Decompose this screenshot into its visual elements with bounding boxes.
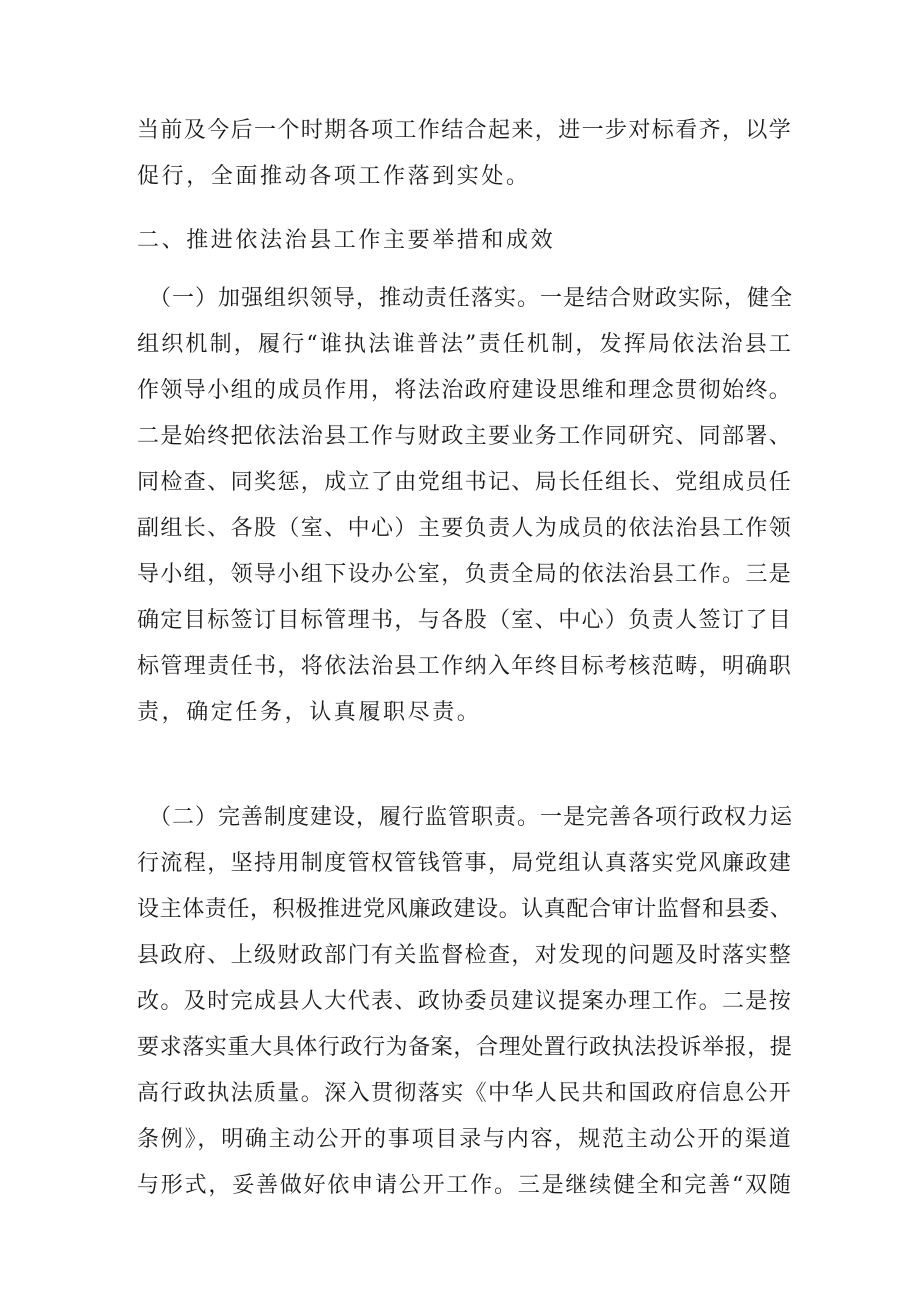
- text-line: 导小组，领导小组下设办公室，负责全局的依法治县工作。三是: [137, 562, 793, 587]
- text-line: 行流程，坚持用制度管权管钱管事，局党组认真落实党风廉政建: [137, 851, 793, 876]
- heading-text: 二、推进依法治县工作主要举措和成效: [137, 228, 556, 253]
- text-line: （一）加强组织领导，推动责任落实。一是结合财政实际，健全: [149, 286, 794, 311]
- text-line: 同检查、同奖惩，成立了由党组书记、局长任组长、党组成员任: [137, 470, 793, 495]
- paragraph-intro: [137, 108, 797, 200]
- text-line: 当前及今后一个时期各项工作结合起来，进一步对标看齐，以学: [137, 118, 793, 143]
- paragraph-system: [137, 795, 797, 1209]
- text-line: 高行政执法质量。深入贯彻落实《中华人民共和国政府信息公开: [137, 1081, 793, 1106]
- text-line: 标管理责任书，将依法治县工作纳入年终目标考核范畴，明确职: [137, 654, 793, 679]
- text-line: 二是始终把依法治县工作与财政主要业务工作同研究、同部署、: [137, 424, 793, 449]
- text-line: 与形式，妥善做好依申请公开工作。三是继续健全和完善“双随: [137, 1173, 793, 1198]
- text-line: 要求落实重大具体行政行为备案，合理处置行政执法投诉举报，提: [137, 1035, 793, 1060]
- section-heading: [137, 218, 797, 264]
- text-line: 副组长、各股（室、中心）主要负责人为成员的依法治县工作领: [137, 516, 793, 541]
- text-line: 责，确定任务，认真履职尽责。: [137, 700, 482, 725]
- text-line: 县政府、上级财政部门有关监督检查，对发现的问题及时落实整: [137, 943, 793, 968]
- text-line: 作领导小组的成员作用，将法治政府建设思维和理念贯彻始终。: [137, 378, 793, 403]
- text-line: 确定目标签订目标管理书，与各股（室、中心）负责人签订了目: [137, 608, 793, 633]
- text-line: 条例》，明确主动公开的事项目录与内容，规范主动公开的渠道: [137, 1127, 793, 1152]
- text-line: 组织机制，履行“谁执法谁普法”责任机制，发挥局依法治县工: [137, 332, 794, 357]
- text-line: （二）完善制度建设，履行监管职责。一是完善各项行政权力运: [149, 805, 794, 830]
- text-line: 改。及时完成县人大代表、政协委员建议提案办理工作。二是按: [137, 989, 793, 1014]
- text-line: 设主体责任，积极推进党风廉政建设。认真配合审计监督和县委、: [137, 897, 793, 922]
- paragraph-organization: [137, 276, 797, 736]
- text-line: 促行，全面推动各项工作落到实处。: [137, 164, 531, 189]
